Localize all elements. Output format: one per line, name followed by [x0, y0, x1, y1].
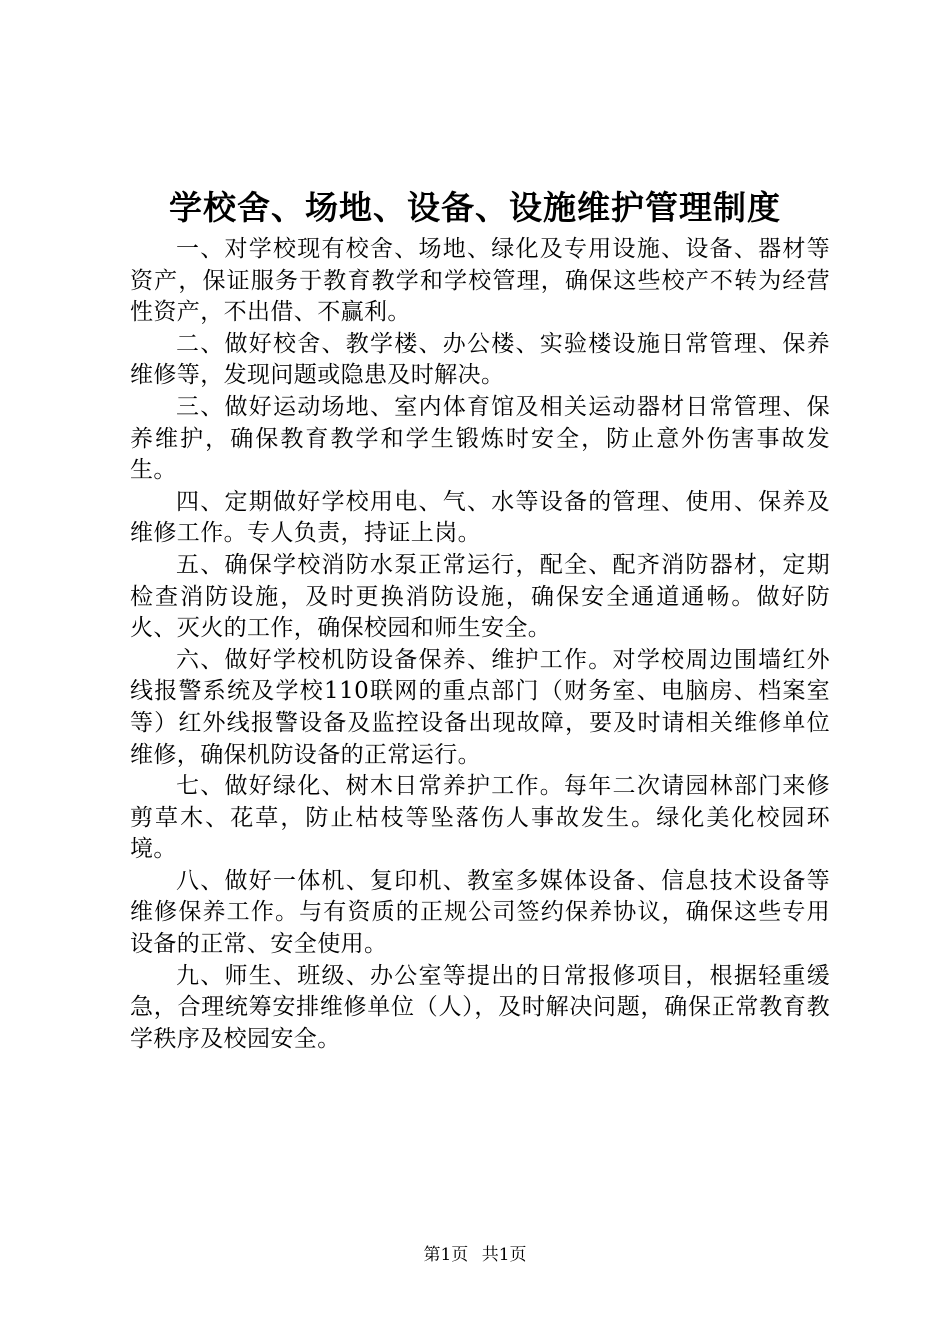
paragraph-3: 三、做好运动场地、室内体育馆及相关运动器材日常管理、保养维护，确保教育教学和学生锻炼时安全，防止意外伤害事故发生。 — [130, 393, 830, 484]
page-number-total: 共1页 — [481, 1245, 527, 1265]
document-body — [130, 234, 830, 1055]
paragraph-9: 九、师生、班级、办公室等提出的日常报修项目，根据轻重缓急，合理统筹安排维修单位（人），及时解决问题，确保正常教育教学秩序及校园安全。 — [130, 962, 830, 1052]
page-number-current: 第1页 — [423, 1245, 469, 1265]
paragraph-4: 四、定期做好学校用电、气、水等设备的管理、使用、保养及维修工作。专人负责，持证上岗。 — [130, 488, 830, 547]
paragraph-5: 五、确保学校消防水泵正常运行，配全、配齐消防器材，定期检查消防设施，及时更换消防设施，确保安全通道通畅。做好防火、灭火的工作，确保校园和师生安全。 — [130, 551, 830, 642]
page-footer — [0, 1244, 950, 1266]
paragraph-8: 八、做好一体机、复印机、教室多媒体设备、信息技术设备等维修保养工作。与有资质的正规公司签约保养协议，确保这些专用设备的正常、安全使用。 — [130, 867, 830, 958]
paragraph-7: 七、做好绿化、树木日常养护工作。每年二次请园林部门来修剪草木、花草，防止枯枝等坠落伤人事故发生。绿化美化校园环境。 — [130, 773, 830, 863]
paragraph-2: 二、做好校舍、教学楼、办公楼、实验楼设施日常管理、保养维修等，发现问题或隐患及时解决。 — [130, 330, 830, 389]
paragraph-1: 一、对学校现有校舍、场地、绿化及专用设施、设备、器材等资产，保证服务于教育教学和学校管理，确保这些校产不转为经营性资产，不出借、不赢利。 — [130, 236, 830, 326]
document-title: 学校舍、场地、设备、设施维护管理制度 — [169, 188, 781, 227]
paragraph-6: 六、做好学校机防设备保养、维护工作。对学校周边围墙红外线报警系统及学校110联网的重点部门（财务室、电脑房、档案室等）红外线报警设备及监控设备出现故障，要及时请相关维修单位维修，确保机防设备的正常运行。 — [130, 646, 830, 768]
